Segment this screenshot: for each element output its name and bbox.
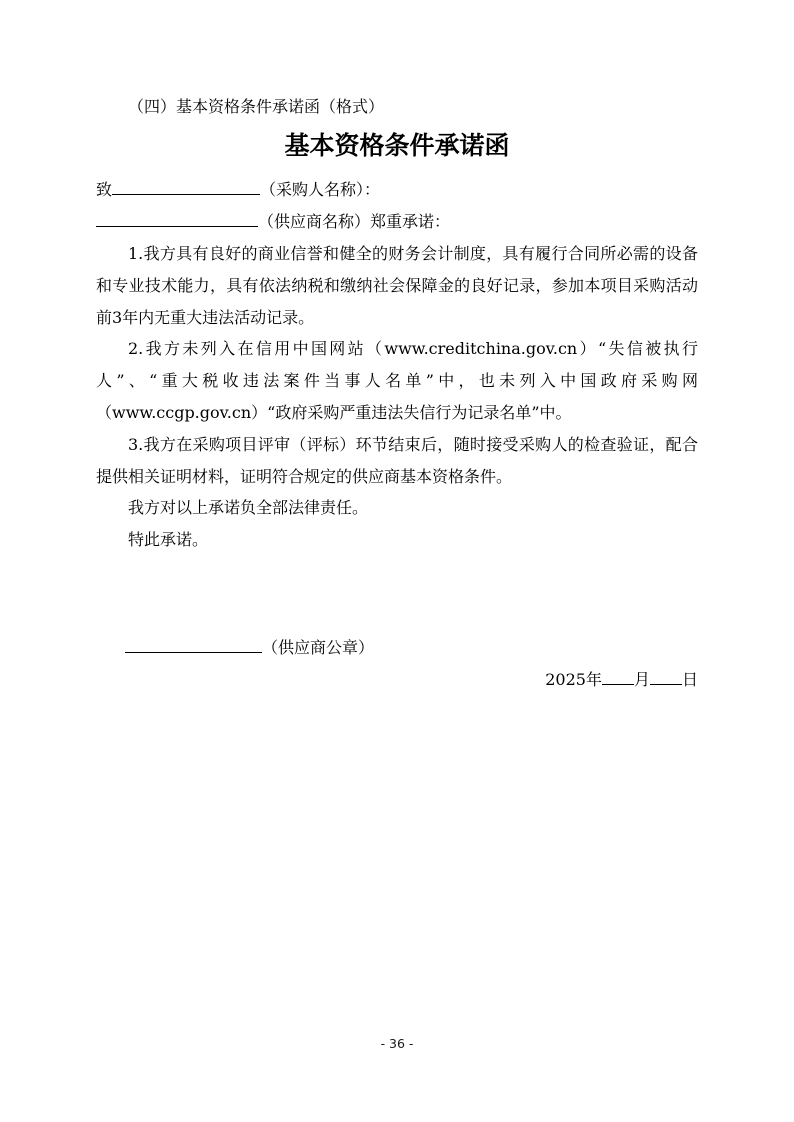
section-heading: （四）基本资格条件承诺函（格式） (128, 97, 385, 116)
recipient-prefix: 致 (96, 180, 113, 199)
liability-statement: 我方对以上承诺负全部法律责任。 (128, 498, 369, 518)
date-month-label: 月 (633, 669, 650, 689)
paragraph-3: 3.我方在采购项目评审（评标）环节结束后，随时接受采购人的检查验证，配合提供相关证明材料，证明符合规定的供应商基本资格条件。 (96, 434, 698, 486)
supplier-suffix: （供应商名称）郑重承诺： (258, 212, 451, 231)
seal-blank (125, 636, 262, 653)
recipient-name-blank (112, 178, 260, 195)
seal-suffix: （供应商公章） (262, 637, 375, 657)
date-day-blank (650, 668, 682, 685)
document-title: 基本资格条件承诺函 (284, 131, 510, 160)
seal-line (96, 632, 698, 664)
supplier-line (96, 206, 698, 238)
paragraph-2: 2.我方未列入在信用中国网站（www.creditchina.gov.cn）“失信被执行人”、“重大税收违法案件当事人名单”中，也未列入中国政府采购网（www.ccgp.gov.cn）“政府采购严重违法失信行为记录名单”中。 (96, 339, 698, 422)
page-number: - 36 - (380, 1036, 414, 1051)
date-day-label: 日 (681, 669, 698, 689)
supplier-name-blank (96, 210, 258, 227)
date-month-blank (602, 668, 634, 685)
closing-statement: 特此承诺。 (128, 530, 209, 550)
recipient-line (96, 174, 698, 206)
date-year: 2025年 (545, 669, 602, 689)
date-line (96, 664, 698, 696)
recipient-suffix: （采购人名称）： (260, 180, 381, 199)
paragraph-1: 1.我方具有良好的商业信誉和健全的财务会计制度，具有履行合同所必需的设备和专业技术能力，具有依法纳税和缴纳社会保障金的良好记录，参加本项目采购活动前3年内无重大违法活动记录。 (96, 244, 698, 327)
